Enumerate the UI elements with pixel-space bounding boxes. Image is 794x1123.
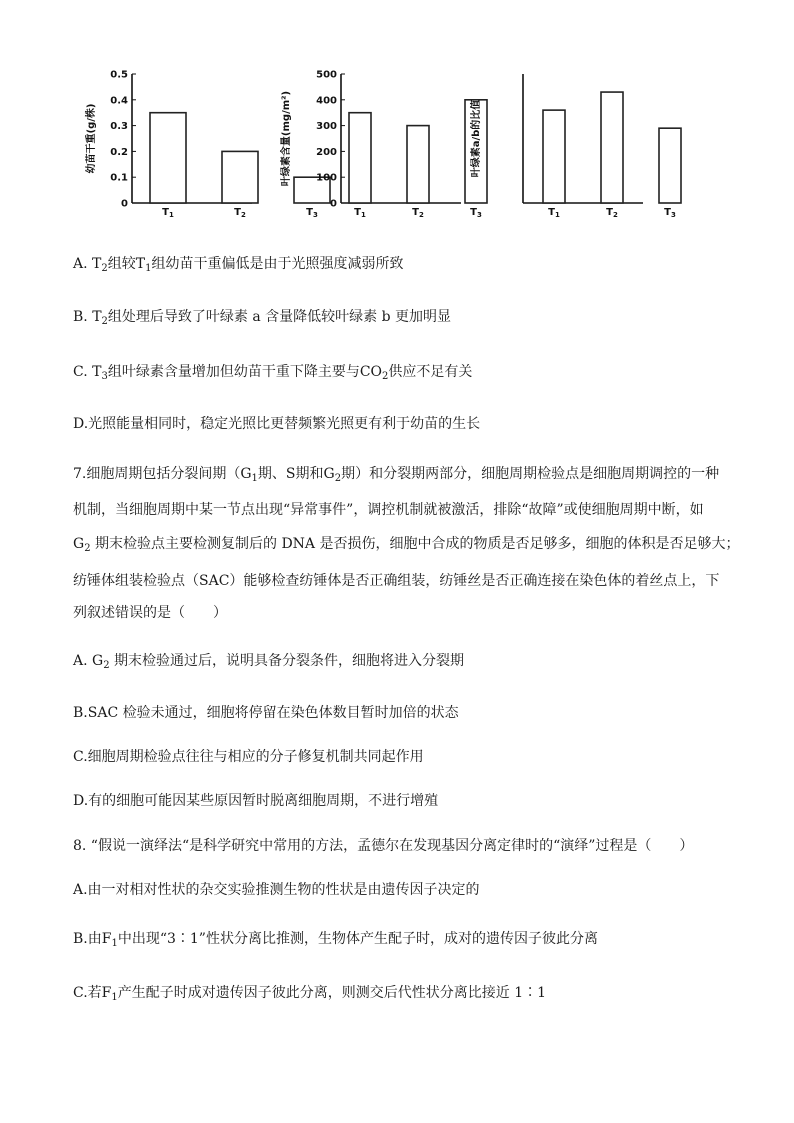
- text-run: A. T: [73, 256, 102, 272]
- text-run: B.由F: [73, 931, 112, 947]
- text-line: [73, 254, 403, 274]
- y-tick-label: 400: [316, 95, 337, 107]
- bar-t1: [150, 113, 186, 203]
- text-line: [73, 603, 227, 623]
- subscript: 1: [145, 263, 152, 274]
- y-axis-label: 幼苗干重(g/株): [86, 103, 97, 174]
- y-tick-label: 0.2: [110, 146, 128, 158]
- text-run: 机制，当细胞周期中某一节点出现“异常事件”，调控机制就被激活，排除“故障”或使细胞周期中断，如: [73, 502, 704, 518]
- text-run: 期末检验点主要检测复制后的 DNA 是否损伤，细胞中合成的物质是否足够多，细胞的体积是否足够大；: [90, 536, 740, 552]
- y-tick-label: 300: [316, 121, 337, 133]
- text-run: 组较T: [107, 256, 146, 272]
- y-tick-label: 0.5: [110, 69, 128, 81]
- text-run: 组叶绿素含量增加但幼苗干重下降主要与CO: [107, 364, 383, 380]
- y-tick-label: 0.4: [110, 95, 128, 107]
- x-tick-label: $T_2$: [606, 207, 618, 219]
- y-tick-label: 200: [316, 146, 337, 158]
- subscript: 1: [111, 938, 118, 949]
- x-tick-label: $T_1$: [548, 207, 560, 219]
- x-tick-label: $T_3$: [306, 207, 318, 219]
- text-line: [73, 571, 719, 591]
- text-run: 期、S期和G: [257, 466, 335, 482]
- x-tick-label: $T_2$: [412, 207, 424, 219]
- text-run: 期）和分裂期两部分，细胞周期检验点是细胞周期调控的一种: [341, 466, 720, 482]
- text-run: 7.细胞周期包括分裂间期（G: [73, 466, 252, 482]
- bar-t1: [349, 113, 371, 203]
- text-run: D.光照能量相同时，稳定光照比更替频繁光照更有利于幼苗的生长: [73, 416, 481, 432]
- y-axis-label: 叶绿素a/b的比值: [471, 99, 482, 178]
- text-line: [73, 651, 464, 671]
- subscript: 2: [334, 473, 342, 484]
- text-run: 期末检验通过后，说明具备分裂条件，细胞将进入分裂期: [109, 653, 465, 669]
- text-run: 纺锤体组装检验点（SAC）能够检查纺锤体是否正确组装，纺锤丝是否正确连接在染色体的着丝点上，下: [73, 573, 720, 589]
- text-run: B. T: [73, 309, 102, 325]
- text-line: [73, 929, 598, 949]
- y-tick-label: 500: [316, 69, 337, 81]
- text-run: 组幼苗干重偏低是由于光照强度减弱所致: [151, 256, 404, 272]
- y-tick-label: 0: [121, 198, 128, 210]
- chart-chlorophyll-ab-ratio: [465, 60, 676, 230]
- x-tick-label: $T_1$: [162, 207, 174, 219]
- text-line: [73, 703, 459, 723]
- subscript: 1: [111, 992, 118, 1003]
- x-tick-label: $T_2$: [234, 207, 246, 219]
- bar-t2: [601, 92, 623, 203]
- subscript: 2: [84, 543, 91, 554]
- text-run: C. T: [73, 364, 102, 380]
- x-tick-label: $T_3$: [470, 207, 482, 219]
- x-tick-label: $T_1$: [354, 207, 366, 219]
- subscript: 2: [103, 660, 110, 671]
- text-run: C.若F: [73, 985, 112, 1001]
- y-tick-label: 0.1: [110, 172, 128, 184]
- text-line: [73, 500, 704, 520]
- text-run: 列叙述错误的是（ ）: [73, 605, 227, 621]
- bar-t2: [407, 126, 429, 203]
- bar-t3: [659, 128, 681, 203]
- text-line: [73, 880, 480, 900]
- bar-t2: [222, 151, 258, 203]
- text-run: C.细胞周期检验点往往与相应的分子修复机制共同起作用: [73, 749, 424, 765]
- x-tick-label: $T_3$: [664, 207, 676, 219]
- subscript: 3: [101, 371, 108, 382]
- text-line: [73, 791, 438, 811]
- text-run: A. G: [73, 653, 104, 669]
- y-tick-label: 0.3: [110, 121, 128, 133]
- y-tick-label: 0: [330, 198, 337, 210]
- y-tick-label: 100: [316, 172, 337, 184]
- text-run: 8. “假说一演绎法“是科学研究中常用的方法，孟德尔在发现基因分离定律时的“演绎”过程是（ ）: [73, 838, 694, 854]
- figure-charts: [80, 60, 676, 230]
- text-line: [73, 464, 719, 484]
- text-run: 组处理后导致了叶绿素 a 含量降低较叶绿素 b 更加明显: [107, 309, 452, 325]
- text-line: [73, 983, 546, 1003]
- text-run: G: [73, 536, 85, 552]
- text-run: 中出现“3∶1”性状分离比推测，生物体产生配子时，成对的遗传因子彼此分离: [117, 931, 598, 947]
- text-line: [73, 534, 740, 554]
- text-line: [73, 836, 693, 856]
- subscript: 1: [251, 473, 258, 484]
- text-line: [73, 747, 424, 767]
- subscript: 2: [382, 371, 389, 382]
- text-run: D.有的细胞可能因某些原因暂时脱离细胞周期，不进行增殖: [73, 793, 439, 809]
- text-run: 供应不足有关: [388, 364, 473, 380]
- text-line: [73, 307, 451, 327]
- text-line: [73, 362, 472, 382]
- subscript: 2: [101, 263, 108, 274]
- text-run: A.由一对相对性状的杂交实验推测生物的性状是由遗传因子决定的: [73, 882, 480, 898]
- subscript: 2: [101, 316, 108, 327]
- y-axis-label: 叶绿素含量(mg/m²): [281, 90, 292, 187]
- text-line: [73, 414, 480, 434]
- text-run: 产生配子时成对遗传因子彼此分离，则测交后代性状分离比接近 1∶1: [117, 985, 547, 1001]
- text-run: B.SAC 检验未通过，细胞将停留在染色体数目暂时加倍的状态: [73, 705, 459, 721]
- bar-t1: [543, 110, 565, 203]
